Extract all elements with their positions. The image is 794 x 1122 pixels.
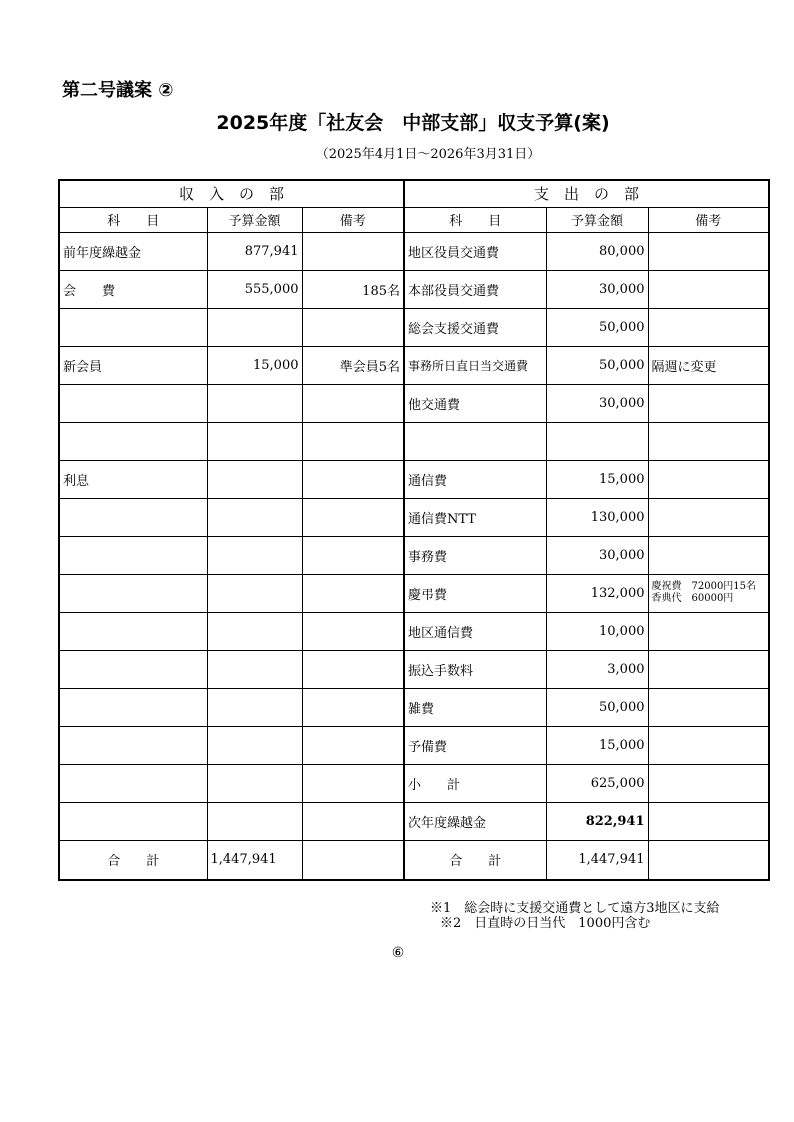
income-note	[302, 498, 404, 536]
table-row	[59, 726, 769, 764]
income-item	[59, 536, 207, 574]
income-item	[59, 802, 207, 840]
income-note	[302, 612, 404, 650]
income-note	[302, 536, 404, 574]
expense-note	[648, 422, 769, 460]
expense-item: 慶弔費	[404, 574, 546, 612]
income-col-note: 備考	[302, 207, 404, 232]
expense-note	[648, 536, 769, 574]
income-item: 利息	[59, 460, 207, 498]
table-row	[59, 232, 769, 270]
income-item	[59, 612, 207, 650]
section-header-row	[59, 180, 769, 207]
footnote: ※2 日直時の日当代 1000円含む	[440, 916, 651, 931]
expense-subtotal-label: 小 計	[404, 764, 546, 802]
income-amount: 877,941	[207, 232, 302, 270]
income-total-amount: 1,447,941	[207, 840, 302, 880]
table-row	[59, 802, 769, 840]
expense-item: 本部役員交通費	[404, 270, 546, 308]
income-amount	[207, 802, 302, 840]
income-note	[302, 574, 404, 612]
income-note	[302, 308, 404, 346]
income-note	[302, 460, 404, 498]
expense-item: 事務所日直日当交通費	[404, 346, 546, 384]
income-amount	[207, 422, 302, 460]
income-item	[59, 764, 207, 802]
expense-total-label: 合 計	[404, 840, 546, 880]
expense-item: 通信費	[404, 460, 546, 498]
income-amount	[207, 612, 302, 650]
expense-note	[648, 460, 769, 498]
expense-amount: 30,000	[546, 536, 648, 574]
income-note	[302, 232, 404, 270]
expense-amount: 50,000	[546, 688, 648, 726]
expense-amount: 50,000	[546, 308, 648, 346]
table-row	[59, 574, 769, 612]
expense-note-line: 慶祝費 72000円15名	[651, 581, 757, 592]
expense-item: 他交通費	[404, 384, 546, 422]
expense-item	[404, 422, 546, 460]
expense-amount: 15,000	[546, 460, 648, 498]
carryover-amount: 822,941	[546, 802, 648, 840]
expense-amount: 132,000	[546, 574, 648, 612]
income-note	[302, 650, 404, 688]
expense-note	[648, 308, 769, 346]
income-col-amount: 予算金額	[207, 207, 302, 232]
table-row	[59, 650, 769, 688]
income-note	[302, 688, 404, 726]
expense-note	[648, 688, 769, 726]
budget-table	[58, 179, 770, 881]
income-note	[302, 422, 404, 460]
expense-note	[648, 650, 769, 688]
income-amount	[207, 574, 302, 612]
table-row	[59, 270, 769, 308]
income-item: 会 費	[59, 270, 207, 308]
expense-item: 総会支援交通費	[404, 308, 546, 346]
expense-note	[648, 232, 769, 270]
table-row	[59, 384, 769, 422]
agenda-heading: 第二号議案 ②	[62, 80, 174, 101]
budget-table-body	[59, 180, 769, 880]
expense-section-title: 支 出 の 部	[404, 180, 769, 207]
income-amount	[207, 726, 302, 764]
expense-amount: 30,000	[546, 384, 648, 422]
income-note: 185名	[302, 270, 404, 308]
income-section-title: 収 入 の 部	[59, 180, 404, 207]
expense-note	[648, 612, 769, 650]
table-row	[59, 422, 769, 460]
expense-col-note: 備考	[648, 207, 769, 232]
income-col-item: 科 目	[59, 207, 207, 232]
table-row	[59, 536, 769, 574]
fiscal-period: （2025年4月1日～2026年3月31日）	[315, 147, 541, 162]
expense-amount: 3,000	[546, 650, 648, 688]
expense-item: 通信費NTT	[404, 498, 546, 536]
footnote: ※1 総会時に支援交通費として遠方3地区に支給	[430, 901, 720, 916]
footnotes	[430, 901, 720, 931]
expense-total-amount: 1,447,941	[546, 840, 648, 880]
expense-col-amount: 予算金額	[546, 207, 648, 232]
income-item: 前年度繰越金	[59, 232, 207, 270]
table-row	[59, 764, 769, 802]
expense-item: 予備費	[404, 726, 546, 764]
expense-amount: 10,000	[546, 612, 648, 650]
income-amount	[207, 650, 302, 688]
income-item	[59, 422, 207, 460]
table-row	[59, 498, 769, 536]
income-item: 新会員	[59, 346, 207, 384]
column-header-row	[59, 207, 769, 232]
income-item	[59, 498, 207, 536]
expense-item: 地区役員交通費	[404, 232, 546, 270]
expense-note	[648, 498, 769, 536]
income-amount	[207, 688, 302, 726]
expense-col-item: 科 目	[404, 207, 546, 232]
expense-amount: 80,000	[546, 232, 648, 270]
income-total-label: 合 計	[59, 840, 207, 880]
expense-note: 隔週に変更	[648, 346, 769, 384]
income-note	[302, 764, 404, 802]
income-note	[302, 802, 404, 840]
income-note: 準会員5名	[302, 346, 404, 384]
expense-item: 事務費	[404, 536, 546, 574]
expense-item: 振込手数料	[404, 650, 546, 688]
expense-amount	[546, 422, 648, 460]
expense-note	[648, 802, 769, 840]
table-row	[59, 308, 769, 346]
income-note	[302, 726, 404, 764]
expense-item: 雑費	[404, 688, 546, 726]
income-amount	[207, 384, 302, 422]
expense-total-note	[648, 840, 769, 880]
table-row	[59, 688, 769, 726]
expense-subtotal-amount: 625,000	[546, 764, 648, 802]
income-item	[59, 688, 207, 726]
income-item	[59, 308, 207, 346]
expense-item: 次年度繰越金	[404, 802, 546, 840]
income-amount: 15,000	[207, 346, 302, 384]
income-amount	[207, 498, 302, 536]
expense-note	[648, 384, 769, 422]
income-amount: 555,000	[207, 270, 302, 308]
income-item	[59, 384, 207, 422]
income-amount	[207, 460, 302, 498]
income-amount	[207, 308, 302, 346]
expense-note	[648, 270, 769, 308]
expense-amount: 30,000	[546, 270, 648, 308]
document-title: 2025年度「社友会 中部支部」収支予算(案)	[216, 112, 610, 134]
income-amount	[207, 536, 302, 574]
expense-amount: 50,000	[546, 346, 648, 384]
income-amount	[207, 764, 302, 802]
expense-note	[648, 726, 769, 764]
expense-item: 地区通信費	[404, 612, 546, 650]
table-row	[59, 612, 769, 650]
expense-amount: 130,000	[546, 498, 648, 536]
expense-note	[648, 574, 769, 612]
income-note	[302, 384, 404, 422]
table-row	[59, 460, 769, 498]
expense-note	[648, 764, 769, 802]
page-number: ⑥	[391, 945, 405, 961]
income-item	[59, 726, 207, 764]
total-row	[59, 840, 769, 880]
expense-note-line: 香典代 60000円	[651, 593, 734, 604]
income-total-note	[302, 840, 404, 880]
table-row	[59, 346, 769, 384]
expense-amount: 15,000	[546, 726, 648, 764]
income-item	[59, 650, 207, 688]
income-item	[59, 574, 207, 612]
